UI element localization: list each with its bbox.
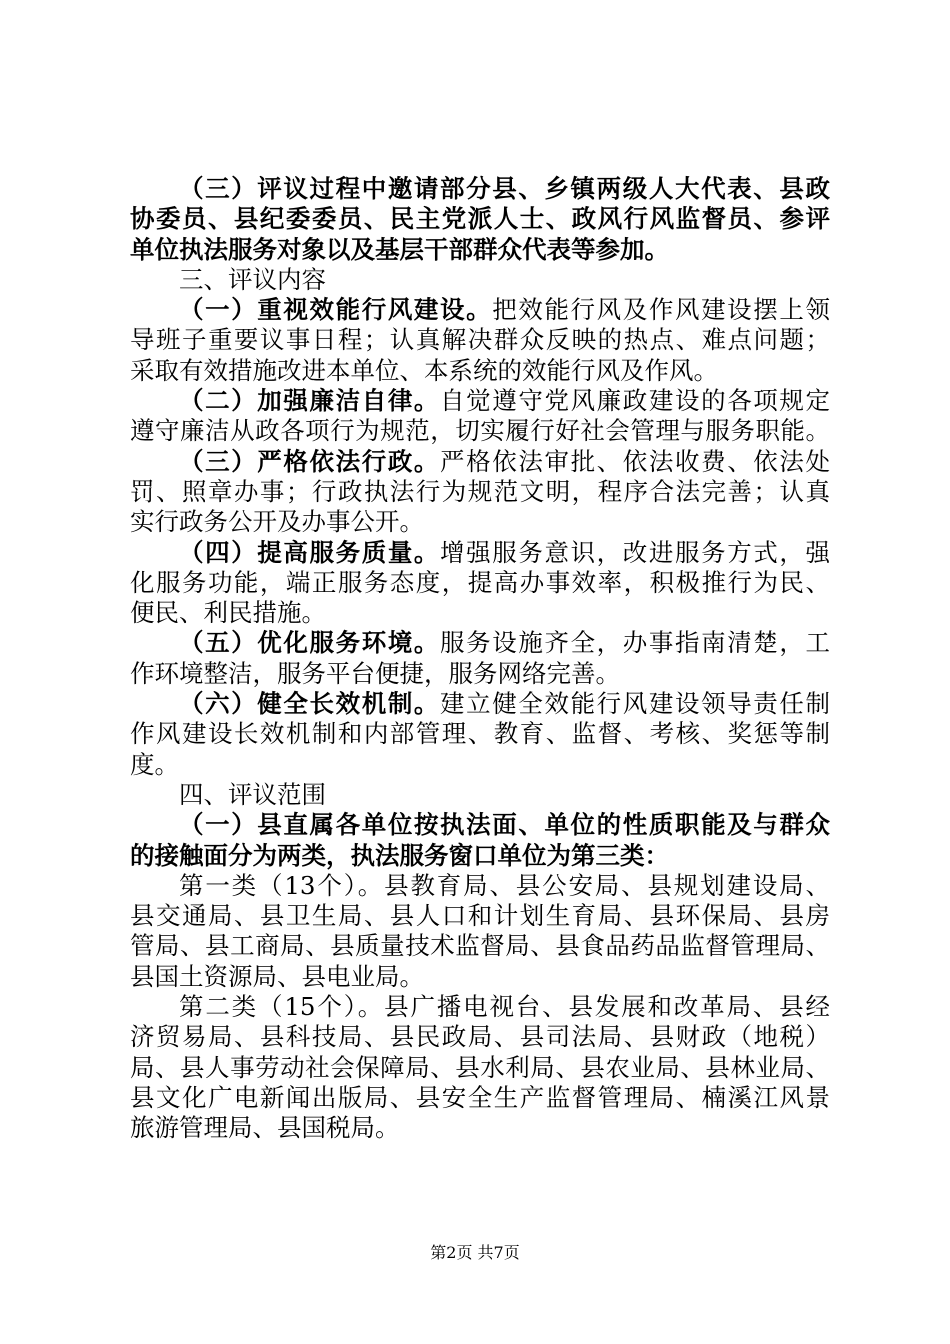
text-line: （三）评议过程中邀请部分县、乡镇两级人大代表、县政 — [179, 174, 830, 203]
text-line: 单位执法服务对象以及基层干部群众代表等参加。 — [130, 234, 669, 264]
text-line: 遵守廉洁从政各项行为规范，切实履行好社会管理与服务职能。 — [130, 416, 830, 446]
lead-heading: （四）提高服务质量。 — [179, 537, 441, 567]
text-line: 第二类（15个）。县广播电视台、县发展和改革局、县经 — [179, 992, 830, 1022]
page-footer: 第2页 共7页 — [430, 1243, 520, 1262]
text-line — [130, 538, 830, 568]
line-text: 增强服务意识，改进服务方式，强 — [440, 537, 831, 567]
text-line — [130, 628, 830, 658]
text-line: 作风建设长效机制和内部管理、教育、监督、考核、奖惩等制 — [130, 719, 830, 749]
text-line: 三、评议内容 — [179, 264, 326, 294]
text-line: 度。 — [130, 749, 179, 779]
text-line: 县交通局、县卫生局、县人口和计划生育局、县环保局、县房 — [130, 901, 830, 931]
text-line: 协委员、县纪委委员、民主党派人士、政风行风监督员、参评 — [130, 204, 830, 234]
text-line — [130, 447, 830, 477]
text-line: 局、县人事劳动社会保障局、县水利局、县农业局、县林业局、 — [130, 1052, 830, 1082]
text-line: 作环境整洁，服务平台便捷，服务网络完善。 — [130, 658, 620, 688]
line-text: 严格依法审批、依法收费、依法处 — [440, 446, 831, 476]
text-line: （一）县直属各单位按执法面、单位的性质职能及与群众 — [179, 810, 830, 840]
text-line — [130, 295, 830, 325]
lead-heading: （二）加强廉洁自律。 — [179, 386, 441, 416]
document-body — [130, 174, 830, 1144]
text-line: 采取有效措施改进本单位、本系统的效能行风及作风。 — [130, 355, 718, 385]
line-text: 建立健全效能行风建设领导责任制 — [440, 689, 831, 719]
line-text: 自觉遵守党风廉政建设的各项规定 — [440, 386, 831, 416]
lead-heading: （一）重视效能行风建设。 — [179, 295, 493, 325]
lead-heading: （三）严格依法行政。 — [179, 446, 441, 476]
text-line: 管局、县工商局、县质量技术监督局、县食品药品监督管理局、 — [130, 931, 830, 961]
text-line: 旅游管理局、县国税局。 — [130, 1113, 400, 1143]
text-line: 四、评议范围 — [179, 779, 326, 809]
text-line — [130, 386, 830, 416]
lead-heading: （六）健全长效机制。 — [179, 689, 441, 719]
text-line: 导班子重要议事日程；认真解决群众反映的热点、难点问题； — [130, 325, 830, 355]
text-line: 实行政务公开及办事公开。 — [130, 507, 424, 537]
text-line: 便民、利民措施。 — [130, 598, 326, 628]
text-line: 化服务功能，端正服务态度，提高办事效率，积极推行为民、 — [130, 567, 830, 597]
text-line: 的接触面分为两类，执法服务窗口单位为第三类： — [130, 840, 669, 870]
text-line: 济贸易局、县科技局、县民政局、县司法局、县财政（地税） — [130, 1022, 830, 1052]
lead-heading: （五）优化服务环境。 — [179, 628, 441, 658]
line-text: 服务设施齐全，办事指南清楚，工 — [440, 628, 831, 658]
text-line: 罚、照章办事；行政执法行为规范文明，程序合法完善；认真 — [130, 476, 830, 506]
line-text: 把效能行风及作风建设摆上领 — [492, 295, 830, 325]
text-line: 第一类（13个）。县教育局、县公安局、县规划建设局、 — [179, 870, 830, 900]
text-line — [130, 689, 830, 719]
text-line: 县国土资源局、县电业局。 — [130, 961, 424, 991]
text-line: 县文化广电新闻出版局、县安全生产监督管理局、楠溪江风景 — [130, 1082, 830, 1112]
